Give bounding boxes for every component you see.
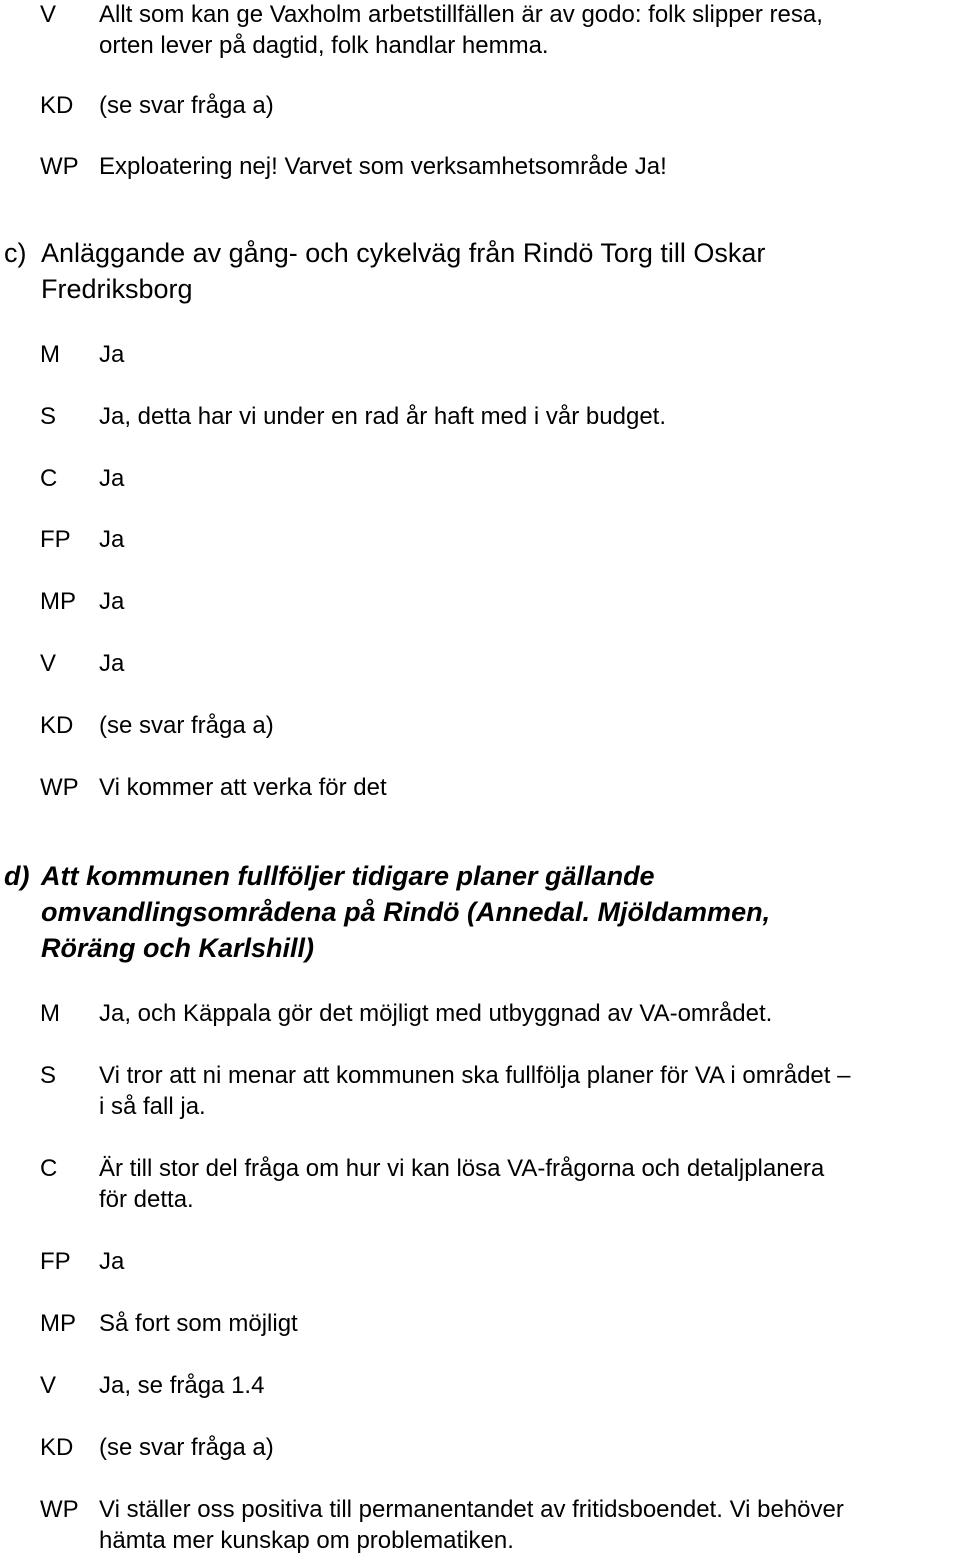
- party-code: V: [40, 1372, 57, 1399]
- party-code: M: [40, 341, 60, 368]
- party-answer: Ja, detta har vi under en rad år haft med i vår budget.: [99, 403, 666, 430]
- party-code: V: [40, 1, 57, 28]
- party-answer: Är till stor del fråga om hur vi kan lösa VA-frågorna och detaljplanera för detta.: [99, 1155, 825, 1213]
- party-code: KD: [40, 712, 74, 739]
- party-code: C: [40, 1155, 58, 1182]
- party-code: FP: [40, 1248, 71, 1275]
- party-answer: Ja: [99, 526, 125, 553]
- party-answer: Exploatering nej! Varvet som verksamhetsområde Ja!: [99, 153, 667, 180]
- party-code: MP: [40, 588, 76, 615]
- party-answer: Vi ställer oss positiva till permanentandet av fritidsboendet. Vi behöver hämta mer kunskap om problematiken.: [99, 1496, 844, 1554]
- party-answer: Så fort som möjligt: [99, 1310, 298, 1337]
- party-code: MP: [40, 1310, 76, 1337]
- party-answer: (se svar fråga a): [99, 92, 274, 119]
- party-answer: Ja: [99, 650, 125, 677]
- party-answer: Ja: [99, 588, 125, 615]
- party-answer: Ja: [99, 465, 125, 492]
- party-code: KD: [40, 92, 74, 119]
- party-code: FP: [40, 526, 71, 553]
- party-code: C: [40, 465, 58, 492]
- party-answer: Vi tror att ni menar att kommunen ska fullfölja planer för VA i området – i så fall ja.: [99, 1062, 851, 1120]
- party-code: WP: [40, 153, 79, 180]
- party-code: WP: [40, 1496, 79, 1523]
- party-code: WP: [40, 774, 79, 801]
- question-title: Anläggande av gång- och cykelväg från Rindö Torg till Oskar Fredriksborg: [41, 238, 766, 304]
- party-answer: Vi kommer att verka för det: [99, 774, 387, 801]
- party-answer: (se svar fråga a): [99, 712, 274, 739]
- party-code: S: [40, 1062, 57, 1089]
- party-answer: Ja, och Käppala gör det möjligt med utbyggnad av VA-området.: [99, 1000, 773, 1027]
- party-code: KD: [40, 1434, 74, 1461]
- party-code: V: [40, 650, 57, 677]
- party-answer: Allt som kan ge Vaxholm arbetstillfällen är av godo: folk slipper resa, orten lever på dagtid, folk handlar hemma.: [99, 1, 823, 59]
- question-title: Att kommunen fullföljer tidigare planer gällande omvandlingsområdena på Rindö (Annedal. Mjöldammen, Röräng och Karlshill): [41, 861, 771, 963]
- question-label: d): [4, 861, 30, 891]
- party-code: S: [40, 403, 57, 430]
- question-label: c): [4, 238, 27, 268]
- party-answer: Ja: [99, 1248, 125, 1275]
- party-code: M: [40, 1000, 60, 1027]
- party-answer: (se svar fråga a): [99, 1434, 274, 1461]
- party-answer: Ja, se fråga 1.4: [99, 1372, 265, 1399]
- party-answer: Ja: [99, 341, 125, 368]
